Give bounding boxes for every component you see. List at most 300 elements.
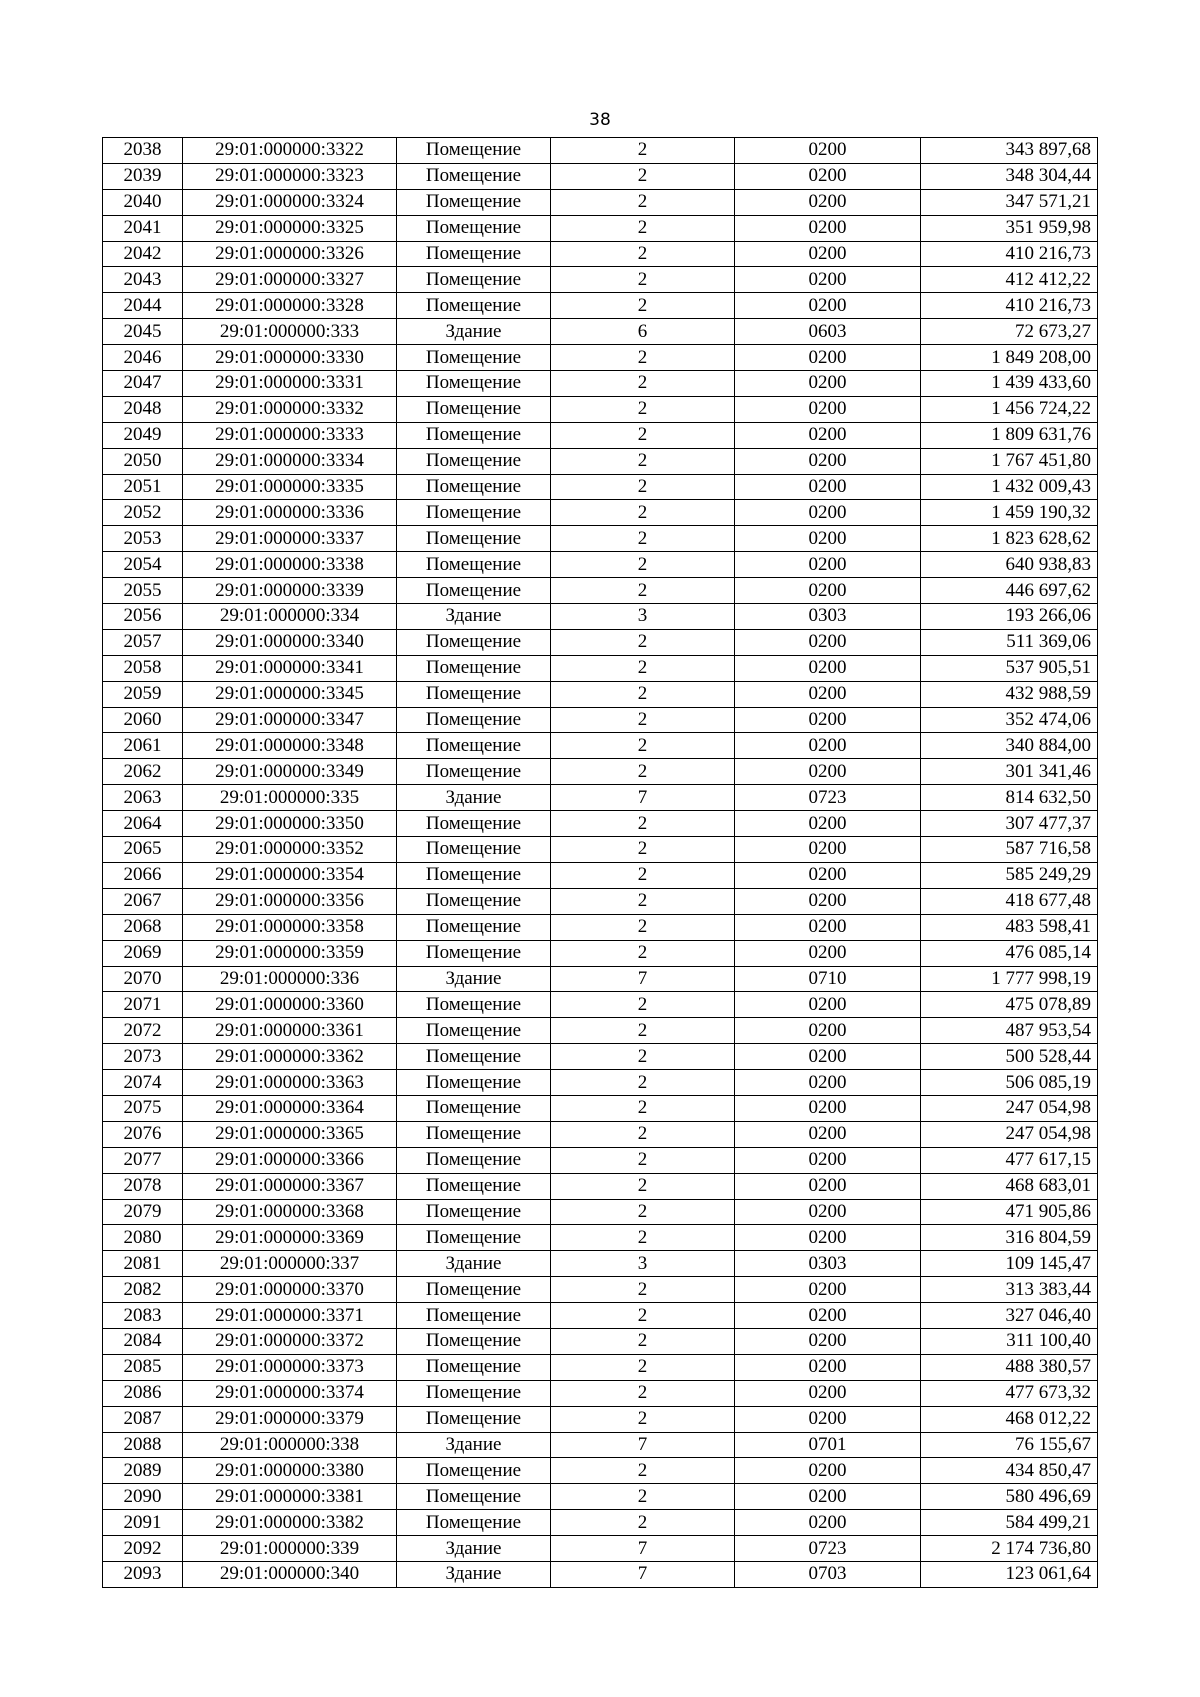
cadastral-value-cell: 432 988,59 [921,681,1098,707]
group-cell: 2 [551,655,735,681]
code-cell: 0200 [735,1484,921,1510]
table-row [103,629,1098,655]
row-number-cell: 2071 [103,992,183,1018]
group-cell: 2 [551,811,735,837]
cadastral-value-cell: 351 959,98 [921,215,1098,241]
code-cell: 0200 [735,215,921,241]
row-number-cell: 2053 [103,526,183,552]
row-number-cell: 2077 [103,1147,183,1173]
group-cell: 7 [551,1536,735,1562]
group-cell: 2 [551,1458,735,1484]
code-cell: 0200 [735,733,921,759]
code-cell: 0200 [735,345,921,371]
row-number-cell: 2050 [103,448,183,474]
object-type-cell: Помещение [397,992,551,1018]
cadastral-value-cell: 316 804,59 [921,1225,1098,1251]
table-row [103,448,1098,474]
row-number-cell: 2065 [103,837,183,863]
row-number-cell: 2087 [103,1406,183,1432]
code-cell: 0200 [735,1458,921,1484]
group-cell: 2 [551,914,735,940]
table-row [103,862,1098,888]
group-cell: 2 [551,707,735,733]
group-cell: 7 [551,966,735,992]
table-row [103,1147,1098,1173]
code-cell: 0200 [735,241,921,267]
code-cell: 0200 [735,138,921,164]
cadastral-value-cell: 488 380,57 [921,1354,1098,1380]
row-number-cell: 2068 [103,914,183,940]
object-type-cell: Помещение [397,163,551,189]
row-number-cell: 2061 [103,733,183,759]
row-number-cell: 2054 [103,552,183,578]
object-type-cell: Здание [397,1251,551,1277]
object-type-cell: Помещение [397,707,551,733]
cadastral-number-cell: 29:01:000000:3368 [183,1199,397,1225]
group-cell: 2 [551,578,735,604]
code-cell: 0200 [735,629,921,655]
object-type-cell: Помещение [397,1303,551,1329]
object-type-cell: Помещение [397,552,551,578]
group-cell: 2 [551,1173,735,1199]
group-cell: 2 [551,1018,735,1044]
table-row [103,1303,1098,1329]
cadastral-value-cell: 2 174 736,80 [921,1536,1098,1562]
group-cell: 2 [551,241,735,267]
row-number-cell: 2041 [103,215,183,241]
row-number-cell: 2066 [103,862,183,888]
table-row [103,578,1098,604]
code-cell: 0200 [735,759,921,785]
object-type-cell: Помещение [397,1380,551,1406]
code-cell: 0200 [735,940,921,966]
group-cell: 2 [551,189,735,215]
group-cell: 2 [551,862,735,888]
object-type-cell: Помещение [397,345,551,371]
object-type-cell: Помещение [397,629,551,655]
group-cell: 2 [551,1199,735,1225]
cadastral-number-cell: 29:01:000000:3323 [183,163,397,189]
cadastral-value-cell: 468 683,01 [921,1173,1098,1199]
cadastral-value-cell: 468 012,22 [921,1406,1098,1432]
table-row [103,940,1098,966]
group-cell: 3 [551,1251,735,1277]
cadastral-value-cell: 327 046,40 [921,1303,1098,1329]
cadastral-number-cell: 29:01:000000:3372 [183,1328,397,1354]
table-row [103,1484,1098,1510]
cadastral-value-cell: 1 823 628,62 [921,526,1098,552]
cadastral-value-cell: 352 474,06 [921,707,1098,733]
code-cell: 0200 [735,396,921,422]
code-cell: 0200 [735,163,921,189]
group-cell: 2 [551,267,735,293]
row-number-cell: 2055 [103,578,183,604]
cadastral-value-cell: 537 905,51 [921,655,1098,681]
object-type-cell: Здание [397,966,551,992]
object-type-cell: Помещение [397,733,551,759]
table-row [103,1251,1098,1277]
object-type-cell: Помещение [397,500,551,526]
cadastral-value-cell: 1 809 631,76 [921,422,1098,448]
cadastral-number-cell: 29:01:000000:337 [183,1251,397,1277]
code-cell: 0200 [735,1070,921,1096]
cadastral-value-cell: 483 598,41 [921,914,1098,940]
row-number-cell: 2085 [103,1354,183,1380]
row-number-cell: 2073 [103,1044,183,1070]
cadastral-number-cell: 29:01:000000:3326 [183,241,397,267]
row-number-cell: 2045 [103,319,183,345]
cadastral-value-cell: 477 673,32 [921,1380,1098,1406]
cadastral-number-cell: 29:01:000000:340 [183,1561,397,1587]
code-cell: 0200 [735,1380,921,1406]
code-cell: 0200 [735,914,921,940]
group-cell: 2 [551,500,735,526]
row-number-cell: 2051 [103,474,183,500]
cadastral-value-table [102,137,1098,1588]
group-cell: 2 [551,940,735,966]
object-type-cell: Помещение [397,1458,551,1484]
cadastral-value-cell: 123 061,64 [921,1561,1098,1587]
table-row [103,1070,1098,1096]
table-row [103,474,1098,500]
code-cell: 0200 [735,681,921,707]
cadastral-number-cell: 29:01:000000:3324 [183,189,397,215]
row-number-cell: 2074 [103,1070,183,1096]
table-row [103,189,1098,215]
cadastral-number-cell: 29:01:000000:3335 [183,474,397,500]
object-type-cell: Помещение [397,888,551,914]
object-type-cell: Помещение [397,215,551,241]
row-number-cell: 2052 [103,500,183,526]
cadastral-value-cell: 511 369,06 [921,629,1098,655]
row-number-cell: 2047 [103,371,183,397]
cadastral-number-cell: 29:01:000000:3367 [183,1173,397,1199]
object-type-cell: Здание [397,785,551,811]
row-number-cell: 2058 [103,655,183,681]
cadastral-value-cell: 1 767 451,80 [921,448,1098,474]
table-row [103,1406,1098,1432]
cadastral-value-cell: 1 777 998,19 [921,966,1098,992]
table-row [103,837,1098,863]
table-row [103,1354,1098,1380]
row-number-cell: 2040 [103,189,183,215]
row-number-cell: 2044 [103,293,183,319]
cadastral-value-cell: 410 216,73 [921,293,1098,319]
cadastral-value-cell: 487 953,54 [921,1018,1098,1044]
group-cell: 2 [551,629,735,655]
group-cell: 2 [551,215,735,241]
cadastral-value-cell: 72 673,27 [921,319,1098,345]
group-cell: 2 [551,1380,735,1406]
code-cell: 0723 [735,785,921,811]
table-row [103,1277,1098,1303]
cadastral-number-cell: 29:01:000000:3362 [183,1044,397,1070]
table-row [103,1536,1098,1562]
table-row [103,1173,1098,1199]
cadastral-number-cell: 29:01:000000:3349 [183,759,397,785]
object-type-cell: Помещение [397,1199,551,1225]
table-row [103,1380,1098,1406]
group-cell: 2 [551,396,735,422]
cadastral-number-cell: 29:01:000000:3330 [183,345,397,371]
row-number-cell: 2091 [103,1510,183,1536]
code-cell: 0200 [735,888,921,914]
group-cell: 2 [551,1303,735,1329]
object-type-cell: Помещение [397,448,551,474]
cadastral-number-cell: 29:01:000000:334 [183,604,397,630]
object-type-cell: Помещение [397,578,551,604]
cadastral-value-cell: 471 905,86 [921,1199,1098,1225]
table-row [103,681,1098,707]
cadastral-number-cell: 29:01:000000:3352 [183,837,397,863]
group-cell: 2 [551,733,735,759]
cadastral-number-cell: 29:01:000000:3345 [183,681,397,707]
group-cell: 2 [551,371,735,397]
object-type-cell: Помещение [397,1095,551,1121]
cadastral-number-cell: 29:01:000000:3382 [183,1510,397,1536]
row-number-cell: 2059 [103,681,183,707]
table-row [103,914,1098,940]
group-cell: 2 [551,1095,735,1121]
code-cell: 0200 [735,1044,921,1070]
cadastral-value-cell: 1 459 190,32 [921,500,1098,526]
object-type-cell: Помещение [397,267,551,293]
row-number-cell: 2046 [103,345,183,371]
group-cell: 2 [551,448,735,474]
object-type-cell: Помещение [397,655,551,681]
cadastral-number-cell: 29:01:000000:336 [183,966,397,992]
cadastral-value-cell: 587 716,58 [921,837,1098,863]
code-cell: 0200 [735,293,921,319]
row-number-cell: 2083 [103,1303,183,1329]
row-number-cell: 2084 [103,1328,183,1354]
cadastral-number-cell: 29:01:000000:3371 [183,1303,397,1329]
row-number-cell: 2082 [103,1277,183,1303]
code-cell: 0200 [735,1328,921,1354]
row-number-cell: 2088 [103,1432,183,1458]
object-type-cell: Помещение [397,1070,551,1096]
table-row [103,371,1098,397]
group-cell: 2 [551,1121,735,1147]
code-cell: 0200 [735,474,921,500]
object-type-cell: Помещение [397,1147,551,1173]
table-row [103,966,1098,992]
object-type-cell: Здание [397,1432,551,1458]
group-cell: 3 [551,604,735,630]
group-cell: 2 [551,1354,735,1380]
table-row [103,500,1098,526]
code-cell: 0303 [735,1251,921,1277]
table-row [103,396,1098,422]
row-number-cell: 2093 [103,1561,183,1587]
object-type-cell: Помещение [397,1328,551,1354]
cadastral-number-cell: 29:01:000000:3334 [183,448,397,474]
group-cell: 2 [551,1044,735,1070]
object-type-cell: Помещение [397,1173,551,1199]
object-type-cell: Помещение [397,1354,551,1380]
group-cell: 2 [551,992,735,1018]
cadastral-value-cell: 585 249,29 [921,862,1098,888]
cadastral-number-cell: 29:01:000000:3366 [183,1147,397,1173]
group-cell: 7 [551,1561,735,1587]
cadastral-number-cell: 29:01:000000:3325 [183,215,397,241]
object-type-cell: Помещение [397,811,551,837]
code-cell: 0200 [735,1173,921,1199]
cadastral-number-cell: 29:01:000000:3361 [183,1018,397,1044]
code-cell: 0723 [735,1536,921,1562]
row-number-cell: 2057 [103,629,183,655]
table-row [103,1432,1098,1458]
row-number-cell: 2062 [103,759,183,785]
table-row [103,1225,1098,1251]
object-type-cell: Помещение [397,1018,551,1044]
cadastral-number-cell: 29:01:000000:3374 [183,1380,397,1406]
table-row [103,293,1098,319]
row-number-cell: 2049 [103,422,183,448]
table-row [103,733,1098,759]
table-row [103,215,1098,241]
row-number-cell: 2081 [103,1251,183,1277]
cadastral-value-cell: 446 697,62 [921,578,1098,604]
cadastral-value-cell: 506 085,19 [921,1070,1098,1096]
cadastral-number-cell: 29:01:000000:339 [183,1536,397,1562]
cadastral-value-cell: 1 456 724,22 [921,396,1098,422]
cadastral-number-cell: 29:01:000000:3339 [183,578,397,604]
cadastral-number-cell: 29:01:000000:3363 [183,1070,397,1096]
object-type-cell: Помещение [397,474,551,500]
object-type-cell: Помещение [397,1044,551,1070]
table-row [103,552,1098,578]
code-cell: 0200 [735,526,921,552]
code-cell: 0200 [735,837,921,863]
code-cell: 0200 [735,1147,921,1173]
table-row [103,319,1098,345]
cadastral-value-cell: 307 477,37 [921,811,1098,837]
cadastral-number-cell: 29:01:000000:3347 [183,707,397,733]
group-cell: 2 [551,837,735,863]
object-type-cell: Помещение [397,371,551,397]
object-type-cell: Помещение [397,1225,551,1251]
object-type-cell: Помещение [397,1406,551,1432]
code-cell: 0200 [735,1354,921,1380]
row-number-cell: 2086 [103,1380,183,1406]
table-row [103,1561,1098,1587]
row-number-cell: 2090 [103,1484,183,1510]
row-number-cell: 2079 [103,1199,183,1225]
table-row [103,811,1098,837]
group-cell: 7 [551,785,735,811]
cadastral-number-cell: 29:01:000000:3348 [183,733,397,759]
cadastral-number-cell: 29:01:000000:3359 [183,940,397,966]
row-number-cell: 2067 [103,888,183,914]
cadastral-number-cell: 29:01:000000:3364 [183,1095,397,1121]
cadastral-value-cell: 343 897,68 [921,138,1098,164]
cadastral-value-cell: 247 054,98 [921,1121,1098,1147]
cadastral-number-cell: 29:01:000000:3354 [183,862,397,888]
cadastral-value-cell: 340 884,00 [921,733,1098,759]
table-row [103,1095,1098,1121]
cadastral-value-cell: 418 677,48 [921,888,1098,914]
object-type-cell: Помещение [397,138,551,164]
table-row [103,345,1098,371]
cadastral-value-cell: 500 528,44 [921,1044,1098,1070]
cadastral-number-cell: 29:01:000000:3341 [183,655,397,681]
cadastral-value-cell: 348 304,44 [921,163,1098,189]
object-type-cell: Помещение [397,422,551,448]
table-row [103,267,1098,293]
row-number-cell: 2092 [103,1536,183,1562]
table-row [103,138,1098,164]
cadastral-value-cell: 109 145,47 [921,1251,1098,1277]
cadastral-value-cell: 640 938,83 [921,552,1098,578]
code-cell: 0710 [735,966,921,992]
table-row [103,604,1098,630]
table-row [103,888,1098,914]
cadastral-value-cell: 1 439 433,60 [921,371,1098,397]
cadastral-number-cell: 29:01:000000:3370 [183,1277,397,1303]
cadastral-value-cell: 311 100,40 [921,1328,1098,1354]
row-number-cell: 2076 [103,1121,183,1147]
cadastral-value-cell: 347 571,21 [921,189,1098,215]
code-cell: 0200 [735,1018,921,1044]
table-row [103,992,1098,1018]
table-row [103,526,1098,552]
group-cell: 2 [551,1147,735,1173]
cadastral-number-cell: 29:01:000000:3333 [183,422,397,448]
group-cell: 2 [551,681,735,707]
code-cell: 0200 [735,1199,921,1225]
code-cell: 0200 [735,500,921,526]
table-row [103,1018,1098,1044]
object-type-cell: Помещение [397,837,551,863]
cadastral-number-cell: 29:01:000000:3340 [183,629,397,655]
object-type-cell: Здание [397,604,551,630]
code-cell: 0200 [735,448,921,474]
code-cell: 0703 [735,1561,921,1587]
object-type-cell: Здание [397,1561,551,1587]
code-cell: 0701 [735,1432,921,1458]
cadastral-number-cell: 29:01:000000:3365 [183,1121,397,1147]
object-type-cell: Помещение [397,293,551,319]
cadastral-number-cell: 29:01:000000:3331 [183,371,397,397]
cadastral-number-cell: 29:01:000000:3373 [183,1354,397,1380]
cadastral-number-cell: 29:01:000000:3328 [183,293,397,319]
cadastral-value-cell: 475 078,89 [921,992,1098,1018]
cadastral-number-cell: 29:01:000000:3380 [183,1458,397,1484]
row-number-cell: 2075 [103,1095,183,1121]
cadastral-value-cell: 814 632,50 [921,785,1098,811]
cadastral-value-cell: 584 499,21 [921,1510,1098,1536]
row-number-cell: 2042 [103,241,183,267]
table-row [103,1328,1098,1354]
code-cell: 0200 [735,578,921,604]
object-type-cell: Помещение [397,940,551,966]
row-number-cell: 2043 [103,267,183,293]
code-cell: 0200 [735,1303,921,1329]
table-body [103,138,1098,1588]
row-number-cell: 2063 [103,785,183,811]
table-row [103,655,1098,681]
cadastral-value-cell: 580 496,69 [921,1484,1098,1510]
row-number-cell: 2060 [103,707,183,733]
cadastral-number-cell: 29:01:000000:3350 [183,811,397,837]
group-cell: 2 [551,552,735,578]
group-cell: 2 [551,526,735,552]
object-type-cell: Помещение [397,241,551,267]
cadastral-number-cell: 29:01:000000:3337 [183,526,397,552]
row-number-cell: 2069 [103,940,183,966]
code-cell: 0200 [735,1121,921,1147]
